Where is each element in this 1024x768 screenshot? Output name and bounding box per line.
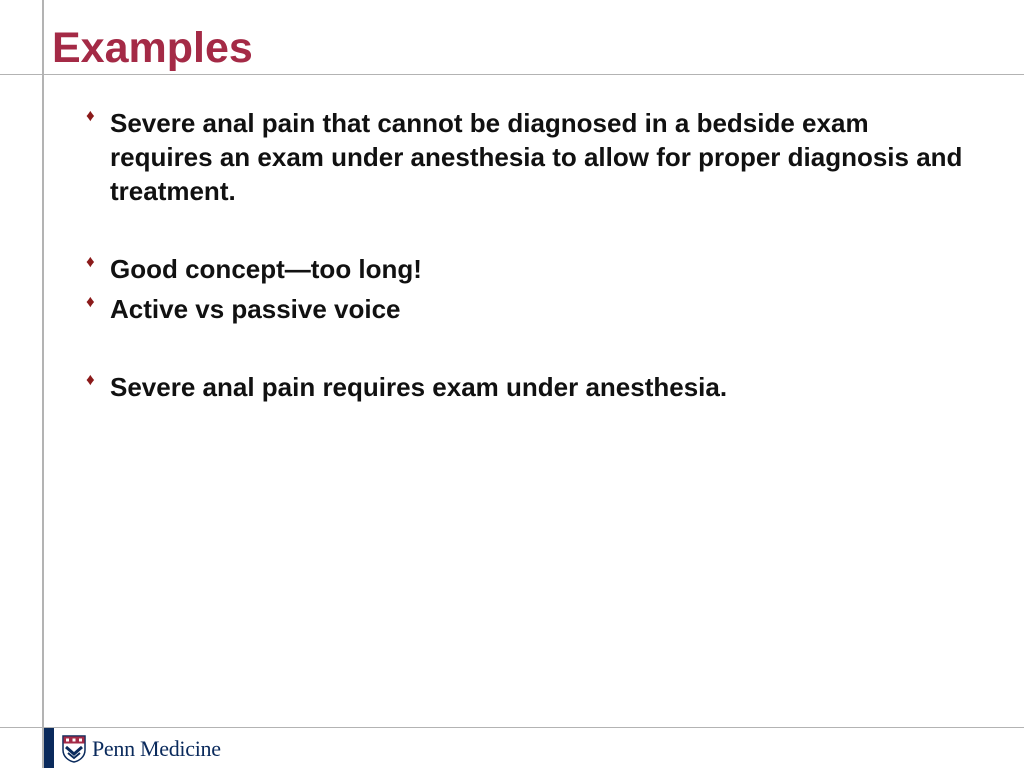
bullet-item [86, 292, 976, 326]
penn-shield-icon [62, 735, 86, 763]
penn-medicine-logo [62, 735, 221, 763]
diamond-bullet-icon: ♦ [86, 106, 95, 125]
bullet-text: Good concept—too long! [110, 254, 422, 284]
diamond-bullet-icon: ♦ [86, 370, 95, 389]
bullet-text: Severe anal pain that cannot be diagnosed in a bedside exam requires an exam under anesthesia to allow for proper diagnosis and treatment. [110, 108, 963, 206]
logo-wordmark: Penn Medicine [92, 736, 221, 761]
diamond-bullet-icon: ♦ [86, 292, 95, 311]
bullet-list [86, 106, 976, 404]
bullet-item [86, 370, 976, 404]
slide-title: Examples [52, 24, 253, 72]
bullet-item [86, 106, 976, 208]
bullet-item [86, 252, 976, 286]
left-divider-line [42, 0, 44, 768]
title-underline [0, 74, 1024, 75]
footer-accent-bar [44, 728, 54, 768]
footer-divider-line [0, 727, 1024, 728]
bullet-text: Active vs passive voice [110, 294, 401, 324]
diamond-bullet-icon: ♦ [86, 252, 95, 271]
bullet-text: Severe anal pain requires exam under anesthesia. [110, 372, 728, 402]
